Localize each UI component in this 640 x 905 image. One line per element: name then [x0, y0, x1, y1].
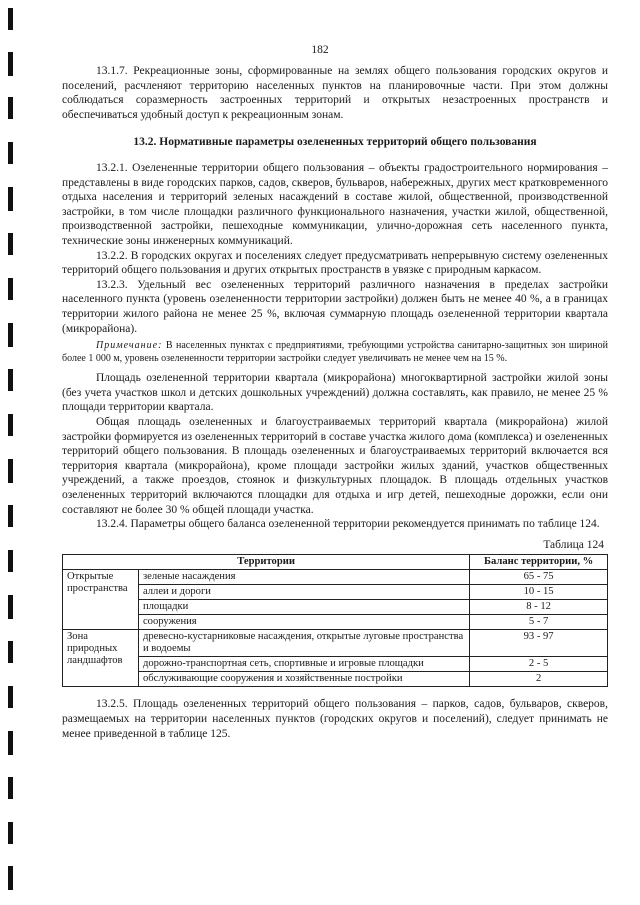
note-text: В населенных пунктах с предприятиями, требующими устройства санитарно-защитных зон шириной более 1 000 м, уровень озелененности территории застройки следует увеличивать не менее чем на 15 %.: [62, 340, 609, 364]
binder-mark: [8, 505, 13, 527]
binder-mark: [8, 777, 13, 799]
paragraph-13-2-4: 13.2.4. Параметры общего баланса озелененной территории рекомендуется принимать по таблице 124.: [96, 518, 600, 531]
paragraph-total: Общая площадь озелененных и благоустраиваемых территорий квартала (микрорайона) жилой застройки формируется из озелененных территорий в составе участка жилого дома (комплекса) и озелененных территорий общего пользования. В площадь озелененных и благоустраиваемых территорий включается вся территория квартала (микрорайона), кроме площади застройки жилых зданий, участков общественных учреждений, а также проездов, стоянок и физкультурных площадок. В площадь отдельных участков озелененных территорий включаются площадки для отдыха и игр детей, пешеходные дорожки, если они составляют не более 30 % общей площади участка.: [62, 416, 608, 516]
table-cell-item: площадки: [138, 600, 469, 615]
paragraph-area: Площадь озелененной территории квартала (микрорайона) многоквартирной застройки жилой зоны (без учета участков школ и детских дошкольных учреждений) должна составлять, как правило, не менее 25 % площади территории квартала.: [62, 372, 608, 414]
binder-mark: [8, 278, 13, 300]
page-number: 182: [311, 44, 329, 56]
table-cell-value: 5 - 7: [470, 615, 608, 630]
group-natural-landscapes: Зона природных ландшафтов: [63, 630, 139, 687]
table-cell-value: 2: [470, 672, 608, 687]
table-row: [63, 657, 608, 672]
table-cell-item: сооружения: [138, 615, 469, 630]
table-caption: Таблица 124: [543, 538, 604, 551]
binder-mark: [8, 550, 13, 572]
paragraph-13-2-5: 13.2.5. Площадь озелененных территорий общего пользования – парков, садов, бульваров, скверов, размещаемых на территории населенных пунктов (городских округов и поселений), следует принимать не менее приведенной в таблице 125.: [62, 698, 608, 740]
table-row: [63, 672, 608, 687]
binder-mark: [8, 187, 13, 211]
binder-mark: [8, 641, 13, 663]
binder-mark: [8, 323, 13, 347]
table-row: [63, 600, 608, 615]
table-cell-value: 10 - 15: [470, 585, 608, 600]
binder-mark: [8, 142, 13, 164]
paragraph-13-2-1: 13.2.1. Озелененные территории общего пользования – объекты градостроительного нормирования – представлены в виде городских парков, садов, скверов, бульваров, набережных, других мест кратковременного отдыха населения и территорий зеленых насаждений в составе жилой, общественной, производственной застройки, в том числе площадки различного функционального назначения, участки жилой, общественной, производственной застройки, пешеходные коммуникации, улично-дорожная сеть населенного пункта, технические зоны инженерных коммуникаций.: [62, 161, 608, 247]
paragraph-13-2-2: 13.2.2. В городских округах и поселениях следует предусматривать непрерывную систему озелененных территорий общего пользования и других открытых пространств в увязке с природным каркасом.: [62, 249, 608, 277]
table-cell-item: зеленые насаждения: [138, 570, 469, 585]
header-territory: Территории: [63, 555, 470, 570]
section-heading: 13.2. Нормативные параметры озелененных территорий общего пользования: [133, 136, 537, 149]
binder-mark: [8, 595, 13, 619]
table-cell-item: древесно-кустарниковые насаждения, открытые луговые пространства и водоемы: [138, 630, 469, 657]
binder-mark: [8, 686, 13, 708]
note-label: Примечание:: [96, 340, 163, 352]
paragraph-13-1-7: 13.1.7. Рекреационные зоны, сформированные на землях общего пользования городских округов и поселений, расчленяют территорию населенных пунктов на планировочные части. При этом должны соблюдаться соразмерность застроенных территорий и открытых незастроенных пространств и обеспечиваться удобный доступ к рекреационным зонам.: [62, 65, 608, 121]
table-cell-value: 8 - 12: [470, 600, 608, 615]
table-row: [63, 615, 608, 630]
binder-mark: [8, 414, 13, 436]
binder-mark: [8, 459, 13, 483]
binder-mark: [8, 97, 13, 119]
note: [62, 340, 608, 365]
binder-mark: [8, 731, 13, 755]
table-cell-item: обслуживающие сооружения и хозяйственные постройки: [138, 672, 469, 687]
document-body: [62, 64, 608, 741]
table-cell-item: аллеи и дороги: [138, 585, 469, 600]
binder-mark: [8, 233, 13, 255]
group-open-spaces: Открытые пространства: [63, 570, 139, 630]
table-header-row: [63, 555, 608, 570]
table-row: [63, 630, 608, 657]
table-row: [63, 570, 608, 585]
table-cell-value: 2 - 5: [470, 657, 608, 672]
binder-mark: [8, 369, 13, 391]
balance-table: [62, 554, 608, 687]
header-balance: Баланс территории, %: [470, 555, 608, 570]
binder-mark: [8, 8, 13, 30]
table-cell-item: дорожно-транспортная сеть, спортивные и игровые площадки: [138, 657, 469, 672]
paragraph-13-2-3: 13.2.3. Удельный вес озелененных территорий различного назначения в пределах застройки населенного пункта (уровень озелененности территории застройки) должен быть не менее 40 %, а в границах территории жилого района не менее 25 %, включая суммарную площадь озелененной территории квартала (микрорайона).: [62, 278, 608, 335]
binder-mark: [8, 866, 13, 890]
table-cell-value: 93 - 97: [470, 630, 608, 657]
table-cell-value: 65 - 75: [470, 570, 608, 585]
table-row: [63, 585, 608, 600]
binder-mark: [8, 822, 13, 844]
